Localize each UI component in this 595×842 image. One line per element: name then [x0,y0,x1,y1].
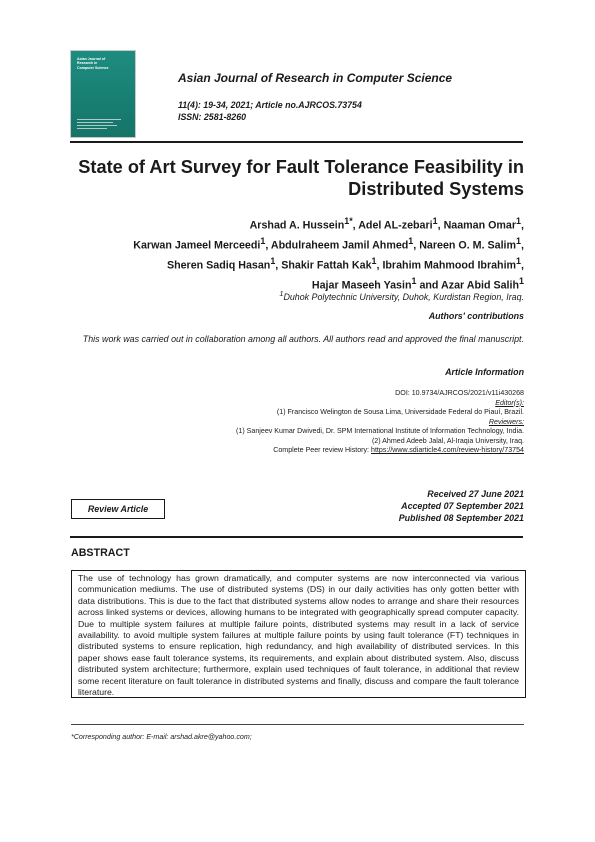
published-date: Published 08 September 2021 [398,513,524,523]
journal-issn: ISSN: 2581-8260 [178,112,246,122]
article-info-heading: Article Information [445,367,524,377]
author-line: Karwan Jameel Merceedi$^1$, Abdulraheem Jamil Ahmed$^1$, Nareen O. M. Salim$^1$, [133,235,524,252]
author-name: Hajar Maseeh Yasin [311,279,412,292]
author-name: Sheren Sadiq Hasan [166,259,271,272]
reviewers-label: Reviewers: [488,417,524,426]
contributions-heading: Authors' contributions [428,311,524,321]
author-name: Naaman Omar [443,219,517,232]
author-name: Ibrahim Mahmood Ibrahim [382,259,517,272]
journal-name: Asian Journal of Research in Computer Science [178,71,453,85]
author-name: Azar Abid Salih [441,279,520,292]
peer-review-link[interactable]: https://www.sdiarticle4.com/review-history/73754 [371,446,524,454]
corresponding-author: *Corresponding author: E-mail: arshad.akre@yahoo.com; [71,733,252,741]
header-rule [70,141,523,143]
journal-cover-image [71,51,135,137]
cover-line [77,125,117,126]
author-list [54,214,524,294]
article-info [54,389,524,456]
article-type-box: Review Article [71,499,165,519]
accepted-date: Accepted 07 September 2021 [401,501,524,511]
abstract-text: The use of technology has grown dramatically, and computer systems are now interconnected via various communication mediums. The use of distributed systems (DS) in our daily activities has only gotten better with data distributions. This is due to the fact that distributed systems allow nodes to arrange and share their resources across linked systems or devices, allowing humans to be integrated with geographically spread computer capacity. Due to multiple system failures at multiple failure points, distributed systems may result in a lack of service availability. to avoid multiple system failures at multiple failure points by using fault tolerance (FT) techniques in distributed systems to ensure replication, high redundancy, and high availability of distributed services. In this paper shows ease fault tolerance systems, its requirements, and explain about distributed system. Also, discuss distributed system architecture; furthermore, explain used techniques of fault tolerance, in additional that review some recent literature on fault tolerance in distributed systems and finally, discuss and compare the fault tolerance literature. [71,570,526,698]
abstract-heading: ABSTRACT [71,547,130,559]
cover-line [77,122,113,123]
author-name: Abdulraheem Jamil Ahmed [270,239,409,252]
author-line: Arshad A. Hussein$^{1*}$, Adel AL-zebari$^1$, Naaman Omar$^1$, [249,216,524,232]
doi: DOI: 10.9734/AJRCOS/2021/v11i430268 [395,389,524,397]
editors-label: Editor(s): [495,398,524,407]
affiliation: $^1$Duhok Polytechnic University, Duhok, Kurdistan Region, Iraq. [279,289,524,302]
author-name: Arshad A. Hussein [249,219,345,232]
reviewer-entry: (2) Ahmed Adeeb Jalal, Al-Iraqia University, Iraq. [371,436,524,445]
author-line: Sheren Sadiq Hasan$^1$, Shakir Fattah Kak$^1$, Ibrahim Mahmood Ibrahim$^1$, [166,255,524,272]
author-name: Adel AL-zebari [358,219,433,232]
author-line: Hajar Maseeh Yasin$^1$ and Azar Abid Salih$^1$ [311,275,524,292]
section-rule [70,536,523,538]
cover-line [77,119,121,120]
author-name: Karwan Jameel Merceedi [133,239,261,252]
footnote-divider [71,724,524,725]
contributions-text: This work was carried out in collaboration among all authors. All authors read and approved the final manuscript. [82,334,524,344]
reviewer-entry: (1) Sanjeev Kumar Dwivedi, Dr. SPM International Institute of Information Technology, India. [236,427,524,435]
received-date: Received 27 June 2021 [427,489,524,499]
author-name: Nareen O. M. Salim [419,239,517,252]
cover-line [77,128,107,129]
paper-title: State of Art Survey for Fault Tolerance Feasibility in Distributed Systems [78,157,524,199]
journal-issue: 11(4): 19-34, 2021; Article no.AJRCOS.73754 [178,100,362,110]
cover-title: Asian Journal of Research in Computer Science [77,57,109,70]
peer-review-history: Complete Peer review History: https://www.sdiarticle4.com/review-history/73754 [273,446,524,454]
editor-entry: (1) Francisco Welington de Sousa Lima, Universidade Federal do Piauí, Brazil. [276,408,524,416]
publication-dates [399,488,524,524]
author-name: Shakir Fattah Kak [281,259,372,272]
